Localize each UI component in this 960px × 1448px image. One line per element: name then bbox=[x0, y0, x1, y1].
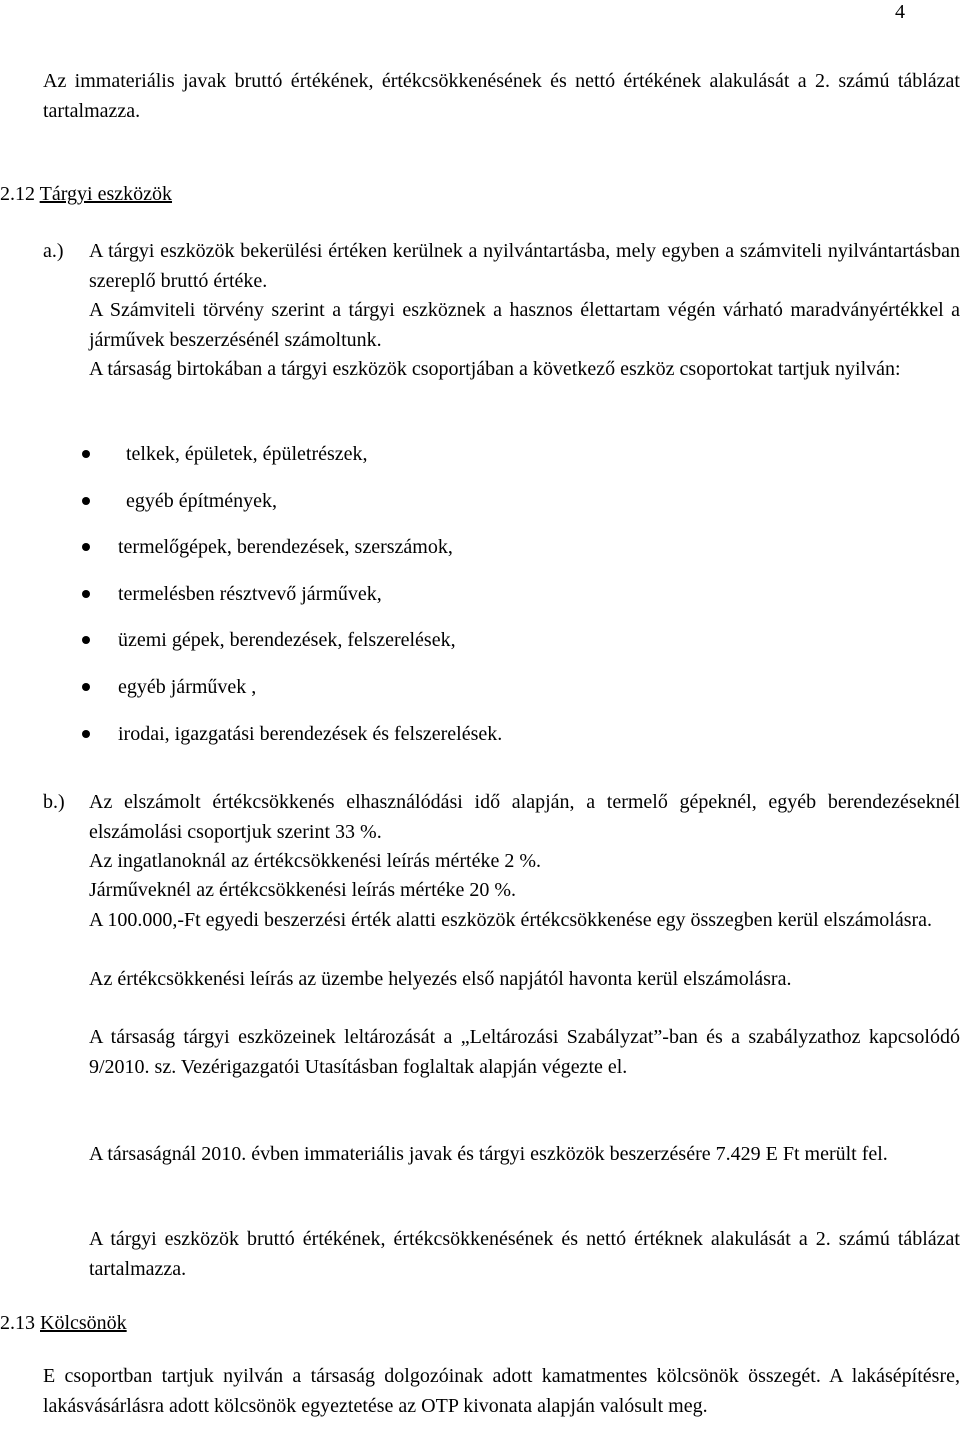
list-item: irodai, igazgatási berendezések és felszerelések. bbox=[82, 720, 502, 767]
item-b-paragraph-6: A társaság tárgyi eszközeinek leltározását a „Leltározási Szabályzat”-ban és a szabályzathoz kapcsolódó 9/2010. sz. Vezérigazgatói Utasításban foglaltak alapján végezte el. bbox=[89, 1026, 960, 1078]
asset-group-list bbox=[82, 440, 502, 766]
bullet-icon bbox=[82, 497, 90, 505]
item-b-paragraph-4: A 100.000,-Ft egyedi beszerzési érték alatti eszközök értékcsökkenése egy összegben kerül elszámolásra. bbox=[89, 909, 933, 931]
list-item: üzemi gépek, berendezések, felszerelések, bbox=[82, 626, 502, 673]
section-heading-2-13 bbox=[0, 1309, 127, 1339]
bullet-icon bbox=[82, 450, 90, 458]
item-b-paragraph-5: Az értékcsökkenési leírás az üzembe helyezés első napjától havonta kerül elszámolásra. bbox=[89, 968, 792, 990]
section-number: 2.12 bbox=[0, 183, 35, 205]
bullet-icon bbox=[82, 683, 90, 691]
item-b-paragraph-7: A társaságnál 2010. évben immateriális javak és tárgyi eszközök beszerzésére 7.429 E Ft merült fel. bbox=[89, 1143, 888, 1165]
bullet-icon bbox=[82, 730, 90, 738]
list-item: termelőgépek, berendezések, szerszámok, bbox=[82, 533, 502, 580]
bullet-icon bbox=[82, 636, 90, 644]
page-number: 4 bbox=[895, 1, 905, 23]
item-b-paragraph-8: A tárgyi eszközök bruttó értékének, értékcsökkenésének és nettó értéknek alakulását a 2. számú táblázat tartalmazza. bbox=[89, 1228, 960, 1280]
item-b-paragraph-1: Az elszámolt értékcsökkenés elhasználódási idő alapján, a termelő gépeknél, egyéb berendezéseknél elszámolási csoportjuk szerint 33 %. bbox=[89, 791, 960, 843]
item-label-a: a.) bbox=[43, 240, 64, 262]
loans-paragraph: E csoportban tartjuk nyilván a társaság dolgozóinak adott kamatmentes kölcsönök összegét. A lakásépítésre, lakásvásárlásra adott kölcsönök egyeztetése az OTP kivonata alapján valósult meg. bbox=[43, 1365, 960, 1417]
section-heading-2-12 bbox=[0, 180, 172, 210]
item-b-paragraph-3: Járműveknél az értékcsökkenési leírás mértéke 20 %. bbox=[89, 879, 517, 901]
intro-paragraph: Az immateriális javak bruttó értékének, értékcsökkenésének és nettó értékének alakulását a 2. számú táblázat tartalmazza. bbox=[43, 70, 960, 122]
section-title: Kölcsönök bbox=[40, 1312, 127, 1334]
list-item: egyéb járművek , bbox=[82, 673, 502, 720]
bullet-icon bbox=[82, 590, 90, 598]
list-item: telkek, épületek, épületrészek, bbox=[82, 440, 502, 487]
item-label-b: b.) bbox=[43, 791, 65, 813]
item-b-paragraph-2: Az ingatlanoknál az értékcsökkenési leírás mértéke 2 %. bbox=[89, 850, 542, 872]
section-number: 2.13 bbox=[0, 1312, 35, 1334]
list-item: egyéb építmények, bbox=[82, 487, 502, 534]
bullet-icon bbox=[82, 543, 90, 551]
list-item: termelésben résztvevő járművek, bbox=[82, 580, 502, 627]
item-a-paragraph-3: A társaság birtokában a tárgyi eszközök csoportjában a következő eszköz csoportokat tartjuk nyilván: bbox=[89, 358, 901, 380]
item-a-paragraph-1: A tárgyi eszközök bekerülési értéken kerülnek a nyilvántartásba, mely egyben a számviteli nyilvántartásban szereplő bruttó értéke. bbox=[89, 240, 960, 292]
section-title: Tárgyi eszközök bbox=[39, 183, 173, 205]
item-a-paragraph-2: A Számviteli törvény szerint a tárgyi eszköznek a hasznos élettartam végén várható maradványértékkel a járművek beszerzésénél számoltunk. bbox=[89, 299, 960, 351]
